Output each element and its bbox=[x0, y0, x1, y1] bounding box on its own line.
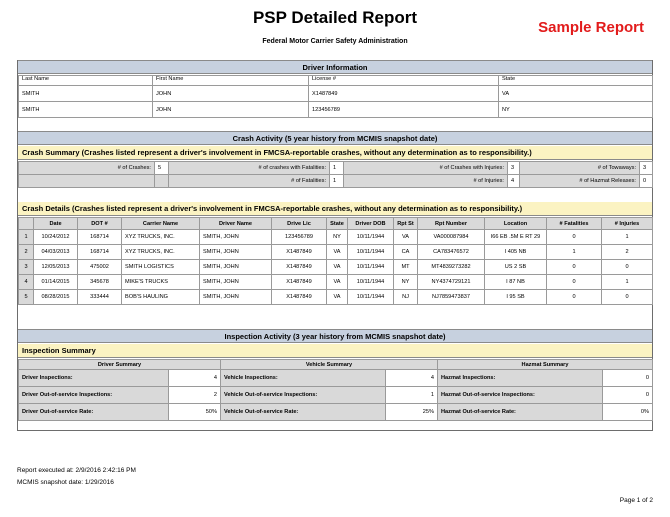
cell: 475002 bbox=[78, 260, 122, 275]
cell: SMITH, JOHN bbox=[200, 275, 272, 290]
col-first-name: First Name bbox=[153, 76, 309, 86]
cell: X1487849 bbox=[272, 290, 327, 305]
cell: 0 bbox=[547, 230, 602, 245]
inspection-label: Vehicle Out-of-service Inspections: bbox=[221, 387, 386, 404]
inspection-value: 50% bbox=[169, 404, 221, 421]
cell: 08/28/2015 bbox=[34, 290, 78, 305]
cell: 1 bbox=[547, 245, 602, 260]
cell: X1487849 bbox=[309, 86, 499, 102]
crash-summary-header: Crash Summary (Crashes listed represent a driver's involvement in FMCSA-reportable crashes, without any determination as to responsibility.) bbox=[18, 146, 652, 160]
towaways-label: # of Towaways: bbox=[520, 162, 640, 175]
cell: 4 bbox=[19, 275, 34, 290]
crashes-fatal-label: # of crashes with Fatalities: bbox=[169, 162, 330, 175]
cell: 0 bbox=[547, 275, 602, 290]
summary-row bbox=[19, 175, 653, 188]
cell: VA bbox=[327, 290, 348, 305]
crash-detail-row bbox=[19, 290, 653, 305]
cell: 10/11/1944 bbox=[348, 275, 394, 290]
col-injuries: # Injuries bbox=[602, 218, 653, 230]
cell: 10/11/1944 bbox=[348, 290, 394, 305]
cell: CA bbox=[394, 245, 418, 260]
cell: XYZ TRUCKS, INC. bbox=[122, 230, 200, 245]
col-fatalities: # Fatalities bbox=[547, 218, 602, 230]
hazmat-summary-heading: Hazmat Summary bbox=[438, 360, 653, 370]
cell: VA bbox=[327, 260, 348, 275]
inspection-activity-header: Inspection Activity (3 year history from MCMIS snapshot date) bbox=[18, 329, 652, 343]
inspection-label: Vehicle Inspections: bbox=[221, 370, 386, 387]
inspection-label: Driver Out-of-service Rate: bbox=[19, 404, 169, 421]
inspection-label: Vehicle Out-of-service Rate: bbox=[221, 404, 386, 421]
cell: MIKE'S TRUCKS bbox=[122, 275, 200, 290]
inspection-value: 0% bbox=[603, 404, 653, 421]
col-license: License # bbox=[309, 76, 499, 86]
cell: 1 bbox=[602, 230, 653, 245]
cell: 123456789 bbox=[272, 230, 327, 245]
cell: VA bbox=[394, 230, 418, 245]
cell: NY bbox=[499, 102, 653, 118]
cell: 0 bbox=[547, 260, 602, 275]
driver-summary-heading: Driver Summary bbox=[19, 360, 221, 370]
cell: SMITH, JOHN bbox=[200, 290, 272, 305]
cell: 5 bbox=[19, 290, 34, 305]
cell: 2 bbox=[19, 245, 34, 260]
injuries-value: 4 bbox=[508, 175, 520, 188]
inspection-value: 2 bbox=[169, 387, 221, 404]
towaways-value: 3 bbox=[640, 162, 653, 175]
report-subtitle: Federal Motor Carrier Safety Administration bbox=[262, 38, 408, 45]
inspection-summary-header: Inspection Summary bbox=[18, 344, 652, 358]
report-frame bbox=[17, 60, 653, 431]
cell: I 95 SB bbox=[485, 290, 547, 305]
cell: 10/11/1944 bbox=[348, 245, 394, 260]
cell: X1487849 bbox=[272, 245, 327, 260]
cell: 10/11/1944 bbox=[348, 230, 394, 245]
inspection-label: Hazmat Out-of-service Inspections: bbox=[438, 387, 603, 404]
inspection-label: Hazmat Out-of-service Rate: bbox=[438, 404, 603, 421]
col-driver: Driver Name bbox=[200, 218, 272, 230]
inspection-group-row bbox=[19, 360, 653, 370]
cell: SMITH bbox=[19, 102, 153, 118]
cell: 123456789 bbox=[309, 102, 499, 118]
cell: VA bbox=[327, 275, 348, 290]
report-title: PSP Detailed Report bbox=[252, 8, 418, 27]
crashes-value: 5 bbox=[155, 162, 169, 175]
cell: NY bbox=[327, 230, 348, 245]
inspection-value: 4 bbox=[386, 370, 438, 387]
crash-detail-row bbox=[19, 230, 653, 245]
cell: 3 bbox=[19, 260, 34, 275]
cell: 04/03/2013 bbox=[34, 245, 78, 260]
cell: 1 bbox=[602, 275, 653, 290]
cell: 333444 bbox=[78, 290, 122, 305]
cell: I 87 NB bbox=[485, 275, 547, 290]
inspection-row bbox=[19, 387, 653, 404]
hazmat-label: # of Hazmat Releases: bbox=[520, 175, 640, 188]
cell: X1487849 bbox=[272, 275, 327, 290]
cell: 1 bbox=[19, 230, 34, 245]
inspection-row bbox=[19, 370, 653, 387]
cell: 168714 bbox=[78, 245, 122, 260]
cell: NY bbox=[394, 275, 418, 290]
cell: NJ bbox=[394, 290, 418, 305]
inspection-value: 25% bbox=[386, 404, 438, 421]
inspection-row bbox=[19, 404, 653, 421]
inspection-value: 0 bbox=[603, 387, 653, 404]
cell: MT4839273282 bbox=[418, 260, 485, 275]
page-number: Page 1 of 2 bbox=[619, 497, 653, 504]
cell: VA bbox=[499, 86, 653, 102]
cell: US 2 SB bbox=[485, 260, 547, 275]
cell: 0 bbox=[547, 290, 602, 305]
cell: VA000087984 bbox=[418, 230, 485, 245]
cell: JOHN bbox=[153, 102, 309, 118]
vehicle-summary-heading: Vehicle Summary bbox=[221, 360, 438, 370]
cell: 01/14/2015 bbox=[34, 275, 78, 290]
col-drive-lic: Drive Lic bbox=[272, 218, 327, 230]
driver-information-table bbox=[18, 75, 653, 118]
fatalities-label: # of Fatalities: bbox=[169, 175, 330, 188]
driver-header-row bbox=[19, 76, 653, 86]
driver-row bbox=[19, 86, 653, 102]
inspection-value: 4 bbox=[169, 370, 221, 387]
cell: SMITH, JOHN bbox=[200, 260, 272, 275]
crash-detail-row bbox=[19, 260, 653, 275]
col-state: State bbox=[327, 218, 348, 230]
cell: 0 bbox=[602, 290, 653, 305]
cell: 10/24/2012 bbox=[34, 230, 78, 245]
cell: SMITH, JOHN bbox=[200, 245, 272, 260]
crashes-injury-value: 3 bbox=[508, 162, 520, 175]
col-dot: DOT # bbox=[78, 218, 122, 230]
cell: CA783476572 bbox=[418, 245, 485, 260]
cell: 168714 bbox=[78, 230, 122, 245]
cell: 0 bbox=[602, 260, 653, 275]
cell: 345678 bbox=[78, 275, 122, 290]
driver-information-header: Driver Information bbox=[18, 60, 652, 74]
cell: 10/11/1944 bbox=[348, 260, 394, 275]
cell: VA bbox=[327, 245, 348, 260]
col-rpt-st: Rpt St bbox=[394, 218, 418, 230]
cell: BOB'S HAULING bbox=[122, 290, 200, 305]
col-location: Location bbox=[485, 218, 547, 230]
inspection-value: 1 bbox=[386, 387, 438, 404]
cell: JOHN bbox=[153, 86, 309, 102]
cell: 2 bbox=[602, 245, 653, 260]
crash-activity-header: Crash Activity (5 year history from MCMIS snapshot date) bbox=[18, 131, 652, 145]
col-rpt-number: Rpt Number bbox=[418, 218, 485, 230]
inspection-summary-table bbox=[18, 359, 653, 421]
inspection-label: Driver Inspections: bbox=[19, 370, 169, 387]
cell: SMITH, JOHN bbox=[200, 230, 272, 245]
crash-detail-row bbox=[19, 245, 653, 260]
col-state: State bbox=[499, 76, 653, 86]
crash-summary-table bbox=[18, 161, 653, 188]
cell: MT bbox=[394, 260, 418, 275]
cell: I 405 NB bbox=[485, 245, 547, 260]
report-executed-text: Report executed at: 2/9/2016 2:42:16 PM bbox=[17, 467, 136, 474]
snapshot-date-text: MCMIS snapshot date: 1/29/2016 bbox=[17, 479, 114, 486]
inspection-label: Hazmat Inspections: bbox=[438, 370, 603, 387]
cell: I66 EB .5M E RT 29 bbox=[485, 230, 547, 245]
cell: SMITH LOGISTICS bbox=[122, 260, 200, 275]
inspection-label: Driver Out-of-service Inspections: bbox=[19, 387, 169, 404]
cell: NY4374729121 bbox=[418, 275, 485, 290]
crashes-injury-label: # of Crashes with Injuries: bbox=[344, 162, 508, 175]
inspection-value: 0 bbox=[603, 370, 653, 387]
cell: XYZ TRUCKS, INC. bbox=[122, 245, 200, 260]
crash-details-header-row bbox=[19, 218, 653, 230]
crash-details-header: Crash Details (Crashes listed represent a driver's involvement in FMCSA-reportable crashes, without any determination as to responsibility.) bbox=[18, 202, 652, 216]
summary-row bbox=[19, 162, 653, 175]
cell: NJ7859473837 bbox=[418, 290, 485, 305]
crash-detail-row bbox=[19, 275, 653, 290]
driver-row bbox=[19, 102, 653, 118]
cell: SMITH bbox=[19, 86, 153, 102]
crashes-label: # of Crashes: bbox=[19, 162, 155, 175]
crash-details-table bbox=[18, 217, 653, 305]
col-dob: Driver DOB bbox=[348, 218, 394, 230]
sample-report-label: Sample Report bbox=[538, 19, 644, 36]
col-index bbox=[19, 218, 34, 230]
fatalities-value: 1 bbox=[330, 175, 344, 188]
col-carrier: Carrier Name bbox=[122, 218, 200, 230]
injuries-label: # of Injuries: bbox=[344, 175, 508, 188]
crashes-fatal-value: 1 bbox=[330, 162, 344, 175]
col-date: Date bbox=[34, 218, 78, 230]
cell: 12/05/2013 bbox=[34, 260, 78, 275]
hazmat-value: 0 bbox=[640, 175, 653, 188]
cell: X1487849 bbox=[272, 260, 327, 275]
col-last-name: Last Name bbox=[19, 76, 153, 86]
